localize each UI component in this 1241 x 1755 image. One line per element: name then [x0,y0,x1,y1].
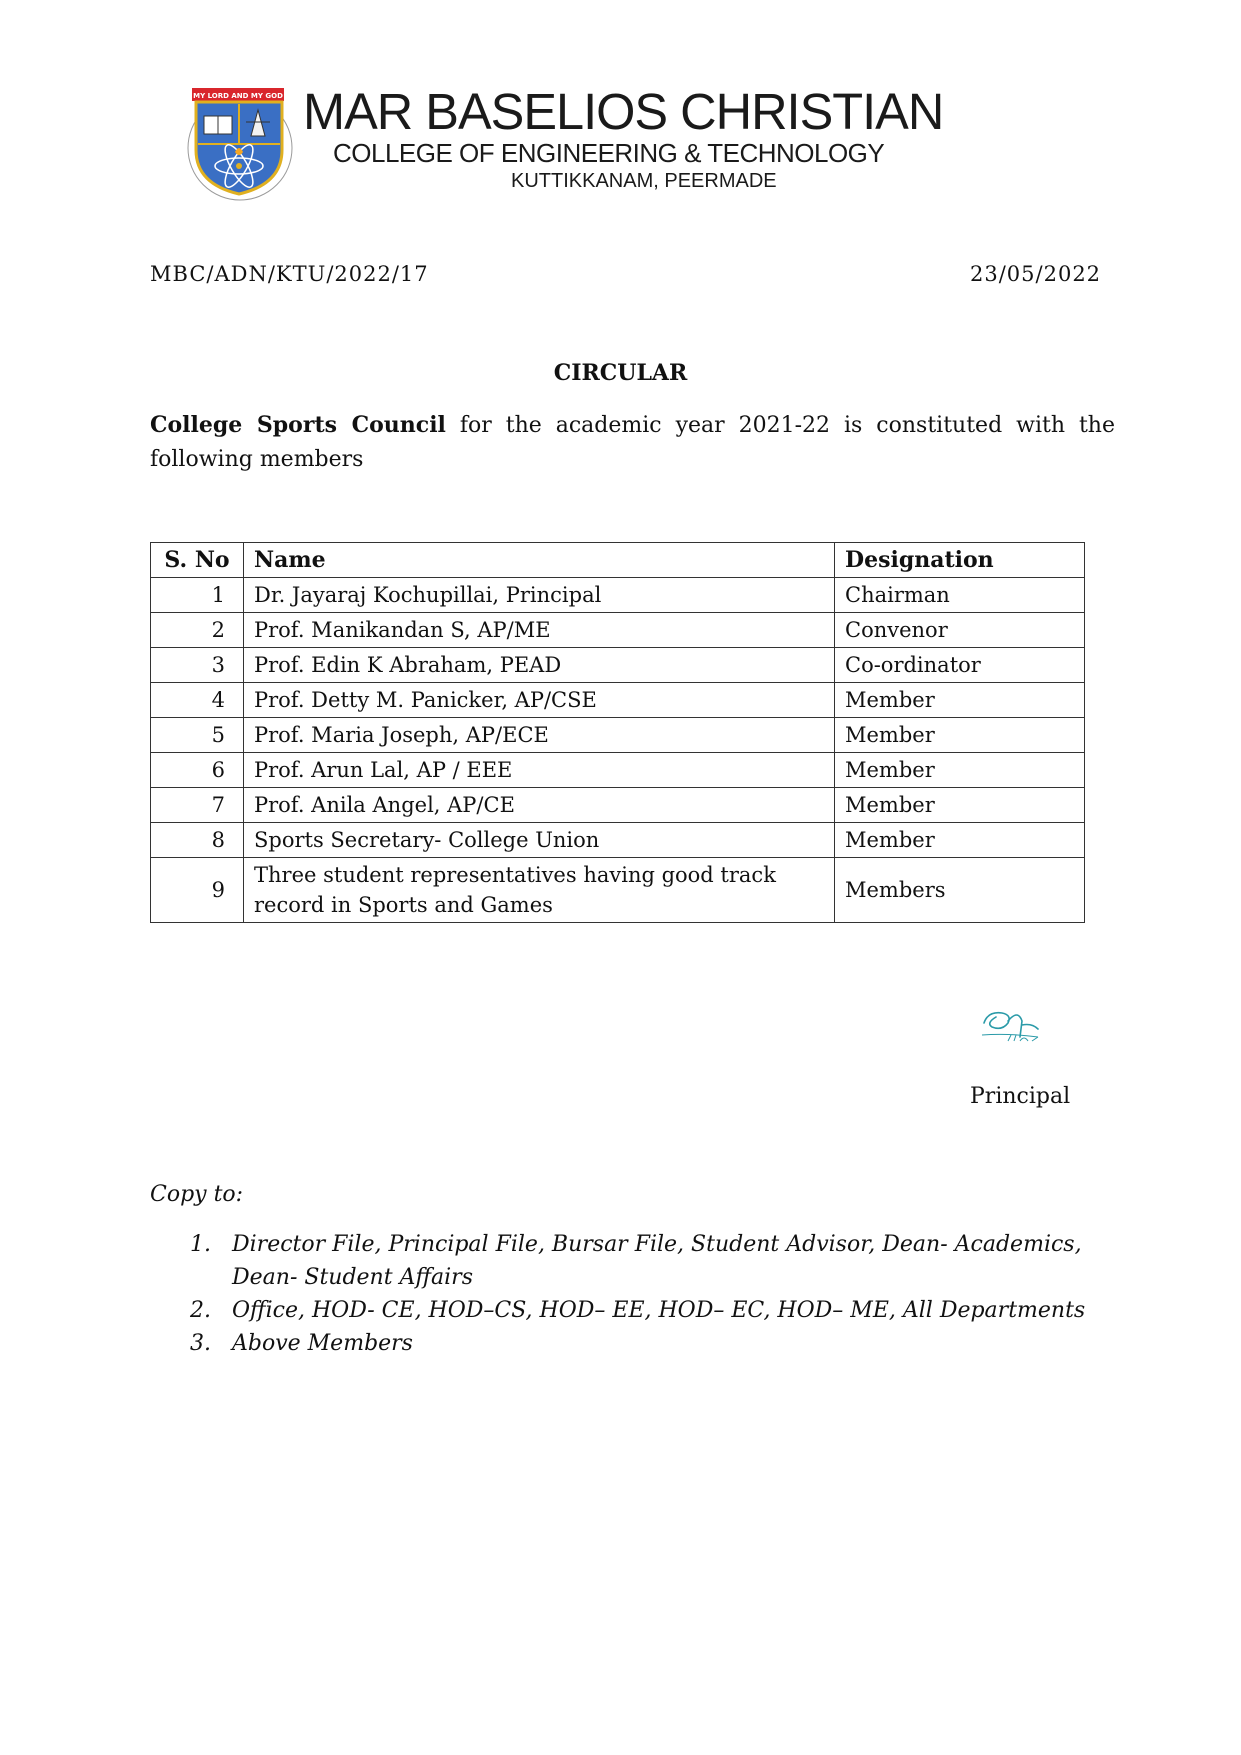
signatory-title: Principal [970,1084,1071,1109]
table-row [151,648,1085,683]
row-name: Prof. Manikandan S, AP/ME [244,613,835,648]
row-designation: Co-ordinator [835,648,1085,683]
table-row [151,858,1085,923]
row-sno: 6 [151,753,244,788]
row-name: Prof. Anila Angel, AP/CE [244,788,835,823]
row-designation: Member [835,788,1085,823]
table-row [151,683,1085,718]
header-sno: S. No [151,543,244,578]
row-name: Prof. Detty M. Panicker, AP/CSE [244,683,835,718]
row-sno: 5 [151,718,244,753]
row-name: Three student representatives having good track record in Sports and Games [244,858,835,923]
table-row [151,788,1085,823]
list-item [190,1327,1090,1360]
row-name: Prof. Maria Joseph, AP/ECE [244,718,835,753]
list-item [190,1294,1090,1327]
table-row [151,578,1085,613]
intro-rest: for the academic year 2021-22 is constituted with the following members [150,413,1115,472]
copy-to-label: Copy to: [150,1182,244,1207]
row-name: Prof. Edin K Abraham, PEAD [244,648,835,683]
row-sno: 3 [151,648,244,683]
list-item-number: 2. [190,1298,211,1323]
copy-to-list [190,1228,1090,1360]
row-designation: Member [835,683,1085,718]
header-designation: Designation [835,543,1085,578]
row-sno: 9 [151,858,244,923]
row-sno: 8 [151,823,244,858]
principal-signature [978,1003,1058,1045]
circular-title: CIRCULAR [553,360,688,386]
reference-number: MBC/ADN/KTU/2022/17 [150,262,429,286]
table-row [151,718,1085,753]
row-designation: Chairman [835,578,1085,613]
list-item-text: Office, HOD- CE, HOD–CS, HOD– EE, HOD– EC, HOD– ME, All Departments [232,1298,1086,1323]
row-sno: 7 [151,788,244,823]
row-designation: Member [835,718,1085,753]
college-name-line2: COLLEGE OF ENGINEERING & TECHNOLOGY [333,138,885,168]
college-name-line1: MAR BASELIOS CHRISTIAN [303,83,944,140]
list-item-text: Above Members [232,1331,413,1356]
header-name: Name [244,543,835,578]
letterhead [178,83,1008,206]
table-row [151,753,1085,788]
row-sno: 2 [151,613,244,648]
row-name: Dr. Jayaraj Kochupillai, Principal [244,578,835,613]
crest-motto: MY LORD AND MY GOD [193,92,283,100]
list-item-number: 1. [190,1232,211,1257]
circular-date: 23/05/2022 [970,262,1102,286]
college-name [303,83,950,194]
list-item [190,1228,1090,1294]
row-name: Sports Secretary- College Union [244,823,835,858]
row-designation: Member [835,823,1085,858]
list-item-text: Director File, Principal File, Bursar File, Student Advisor, Dean- Academics, Dean- Student Affairs [232,1232,1082,1290]
table-row [151,613,1085,648]
row-designation: Convenor [835,613,1085,648]
row-designation: Members [835,858,1085,923]
row-designation: Member [835,753,1085,788]
members-table [150,542,1085,923]
list-item-number: 3. [190,1331,211,1356]
college-crest-logo [178,86,308,204]
intro-bold: College Sports Council [150,412,446,438]
row-sno: 1 [151,578,244,613]
intro-paragraph [150,408,1115,477]
table-header-row [151,543,1085,578]
row-name: Prof. Arun Lal, AP / EEE [244,753,835,788]
table-row [151,823,1085,858]
college-location: KUTTIKKANAM, PEERMADE [511,170,777,192]
row-sno: 4 [151,683,244,718]
